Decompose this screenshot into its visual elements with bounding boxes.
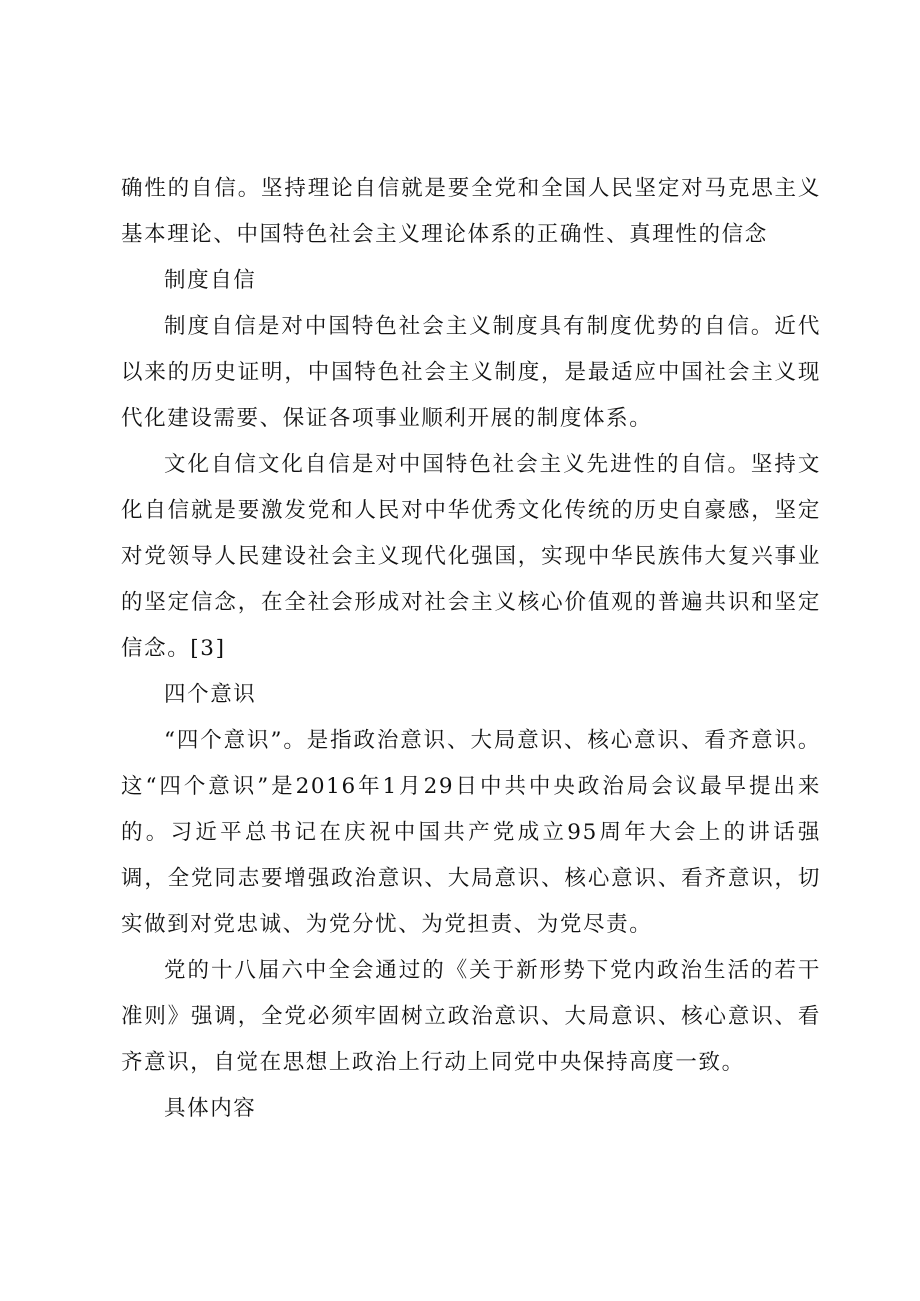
heading-specific-content: 具体内容 [164, 1096, 257, 1121]
paragraph-cultural-confidence: 文化自信文化自信是对中国特色社会主义先进性的自信。坚持文化自信就是要激发党和人民对中华优秀文化传统的历史自豪感，坚定对党领导人民建设社会主义现代化强国，实现中华民族伟大复兴事业的坚定信念，在全社会形成对社会主义核心价值观的普遍共识和坚定信念。[3] [121, 452, 821, 661]
document-body [121, 166, 821, 1132]
paragraph-sixth-plenum: 党的十八届六中全会通过的《关于新形势下党内政治生活的若干准则》强调，全党必须牢固树立政治意识、大局意识、核心意识、看齐意识，自觉在思想上政治上行动上同党中央保持高度一致。 [121, 958, 821, 1075]
heading-four-consciousness: 四个意识 [164, 682, 257, 707]
paragraph-institutional-confidence: 制度自信是对中国特色社会主义制度具有制度优势的自信。近代以来的历史证明，中国特色社会主义制度，是最适应中国社会主义现代化建设需要、保证各项事业顺利开展的制度体系。 [121, 314, 821, 431]
paragraph-four-consciousness: “四个意识”。是指政治意识、大局意识、核心意识、看齐意识。这“四个意识”是2016年1月29日中共中央政治局会议最早提出来的。习近平总书记在庆祝中国共产党成立95周年大会上的讲话强调，全党同志要增强政治意识、大局意识、核心意识、看齐意识，切实做到对党忠诚、为党分忧、为党担责、为党尽责。 [121, 728, 821, 937]
heading-institutional-confidence: 制度自信 [164, 268, 257, 293]
paragraph-theory-confidence: 确性的自信。坚持理论自信就是要全党和全国人民坚定对马克思主义基本理论、中国特色社会主义理论体系的正确性、真理性的信念 [121, 176, 821, 247]
